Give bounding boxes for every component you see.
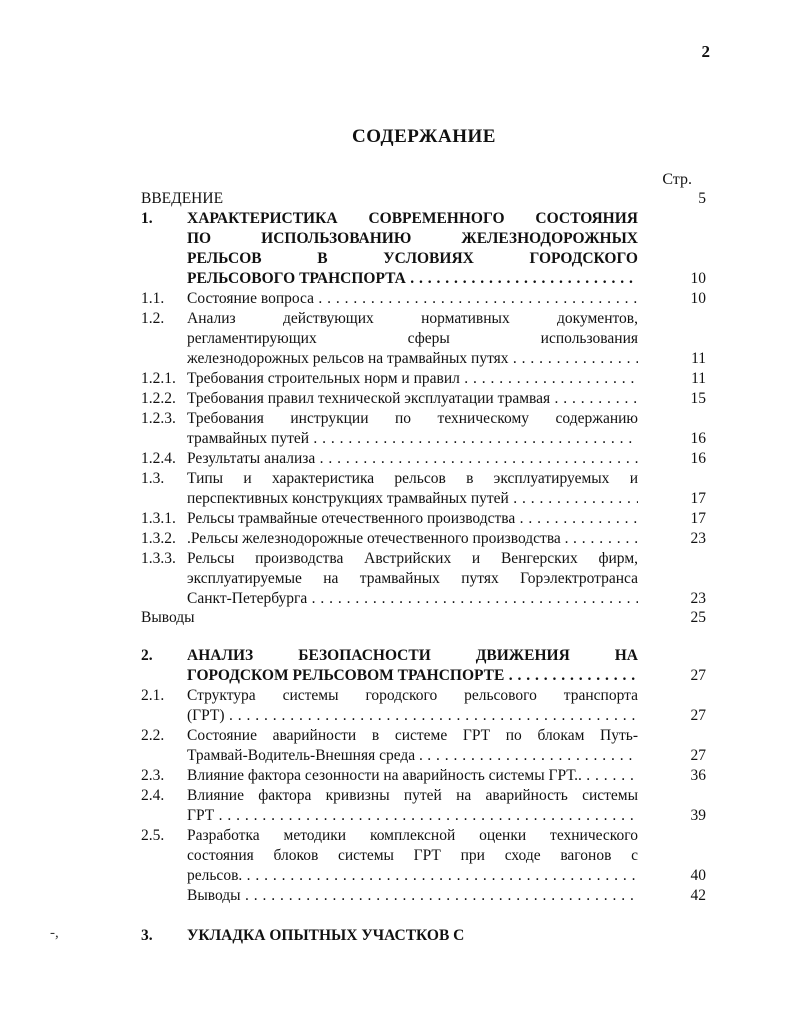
toc-line bbox=[0, 349, 793, 369]
toc-entry-text: регламентирующих сферы использования bbox=[187, 330, 638, 347]
toc-line bbox=[0, 389, 793, 409]
toc-line bbox=[0, 289, 793, 309]
toc-entry-text: Анализ действующих нормативных документов, bbox=[187, 310, 638, 327]
toc-page-number: 5 bbox=[698, 190, 706, 207]
toc-entry-text: Требования правил технической эксплуатации трамвая . . . bbox=[187, 389, 638, 409]
toc-entry-text: АНАЛИЗ БЕЗОПАСНОСТИ ДВИЖЕНИЯ НА bbox=[187, 647, 638, 664]
toc-entry bbox=[0, 309, 793, 369]
toc-entry-number: 2.3. bbox=[141, 767, 165, 784]
toc-line bbox=[0, 429, 793, 449]
toc-page-number: 25 bbox=[690, 609, 706, 626]
toc-entry bbox=[0, 926, 793, 946]
toc-entry-text: УКЛАДКА ОПЫТНЫХ УЧАСТКОВ С bbox=[187, 927, 465, 944]
toc-line bbox=[0, 589, 793, 609]
toc-entry bbox=[0, 529, 793, 549]
toc-page-number: 23 bbox=[690, 590, 706, 607]
toc-entry-text: (ГРТ) . . . bbox=[187, 706, 638, 726]
toc-entry-text: ВВЕДЕНИЕ bbox=[141, 190, 224, 207]
toc-entry-text: Трамвай-Водитель-Внешняя среда . . . . bbox=[187, 746, 638, 766]
toc-entry bbox=[0, 549, 793, 609]
toc-line bbox=[0, 608, 793, 628]
toc-entry bbox=[0, 369, 793, 389]
toc-page-number: 40 bbox=[690, 867, 706, 884]
toc-entry-text: Результаты анализа . . . bbox=[187, 449, 638, 469]
toc-entry-number: 1.2. bbox=[141, 310, 165, 327]
toc-entry-text: Рельсы трамвайные отечественного производства . . . bbox=[187, 509, 638, 529]
toc-entry-text: Влияние фактора сезонности на аварийность системы ГРТ.. . . . bbox=[187, 766, 638, 786]
toc-entry bbox=[0, 469, 793, 509]
toc-entry-text: РЕЛЬСОВ В УСЛОВИЯХ ГОРОДСКОГО bbox=[187, 250, 638, 267]
toc-line bbox=[0, 926, 793, 946]
toc-page-number: 27 bbox=[690, 747, 706, 764]
toc-entry-text: перспективных конструкциях трамвайных путей . . . bbox=[187, 489, 638, 509]
toc-entry bbox=[0, 646, 793, 686]
toc-entry-number: 1.2.1. bbox=[141, 370, 176, 387]
toc-entry-text: Выводы bbox=[141, 609, 195, 626]
toc-entry bbox=[0, 726, 793, 766]
toc-page-number: 15 bbox=[690, 390, 706, 407]
toc-entry-number: 3. bbox=[141, 927, 153, 944]
toc-entry bbox=[0, 766, 793, 786]
toc-line bbox=[0, 866, 793, 886]
toc-line bbox=[0, 269, 793, 289]
toc-page-number: 16 bbox=[690, 450, 706, 467]
toc-page-number: 27 bbox=[690, 707, 706, 724]
toc-line bbox=[0, 886, 793, 906]
toc-entry-text: Требования строительных норм и правил . . . bbox=[187, 369, 638, 389]
toc-entry-text: состояния блоков системы ГРТ при сходе вагонов с bbox=[187, 847, 638, 864]
toc-entry bbox=[0, 389, 793, 409]
toc-line bbox=[0, 529, 793, 549]
toc-line bbox=[0, 726, 793, 746]
toc-entry-number: 1.3.1. bbox=[141, 510, 176, 527]
toc-page-number: 16 bbox=[690, 430, 706, 447]
toc-entry-number: 1.2.2. bbox=[141, 390, 176, 407]
toc-line bbox=[0, 826, 793, 846]
toc-entry bbox=[0, 409, 793, 449]
toc-line bbox=[0, 746, 793, 766]
toc-entry-number: 2.1. bbox=[141, 687, 165, 704]
toc-entry-text: Влияние фактора кривизны путей на аварийность системы bbox=[187, 787, 638, 804]
toc-line bbox=[0, 249, 793, 269]
toc-page-number: 27 bbox=[690, 667, 706, 684]
toc-entry-text: железнодорожных рельсов на трамвайных путях . . . bbox=[187, 349, 638, 369]
toc-entry-text: Состояние вопроса . . . bbox=[187, 289, 638, 309]
toc-line bbox=[0, 666, 793, 686]
toc-line bbox=[0, 686, 793, 706]
toc-page-number: 11 bbox=[691, 350, 706, 367]
page-title: СОДЕРЖАНИЕ bbox=[352, 126, 496, 147]
toc-entry-text: Типы и характеристика рельсов в эксплуатируемых и bbox=[187, 470, 638, 487]
toc-entry bbox=[0, 826, 793, 886]
toc-entry bbox=[0, 509, 793, 529]
toc-entry-number: 1. bbox=[141, 210, 153, 227]
toc-entry bbox=[0, 608, 793, 628]
page-number: 2 bbox=[701, 42, 710, 61]
toc-entry bbox=[0, 189, 793, 209]
toc-entry bbox=[0, 209, 793, 289]
toc-line bbox=[0, 569, 793, 589]
toc-entry-number: 2.2. bbox=[141, 727, 165, 744]
toc-page-number: 23 bbox=[690, 530, 706, 547]
toc-entry bbox=[0, 686, 793, 726]
toc-entry-number: 2. bbox=[141, 647, 153, 664]
toc-line bbox=[0, 369, 793, 389]
toc-line bbox=[0, 806, 793, 826]
toc-entry-text: Санкт-Петербурга . . . bbox=[187, 589, 638, 609]
toc-entry-text: ГРТ . . . bbox=[187, 806, 638, 826]
toc-entry-text: .Рельсы железнодорожные отечественного производства . . . . bbox=[187, 529, 638, 549]
toc-line bbox=[0, 509, 793, 529]
toc-page-number: 17 bbox=[690, 490, 706, 507]
toc-entry-text: рельсов. . . . bbox=[187, 866, 638, 886]
toc-line bbox=[0, 229, 793, 249]
toc-entry-text: трамвайных путей . . . bbox=[187, 429, 638, 449]
toc-line bbox=[0, 549, 793, 569]
toc-line bbox=[0, 766, 793, 786]
toc-page-number: 10 bbox=[690, 270, 706, 287]
toc-line bbox=[0, 646, 793, 666]
toc-entry-text: Рельсы производства Австрийских и Венгерских фирм, bbox=[187, 550, 638, 567]
toc-entry-text: Выводы . . . bbox=[187, 886, 638, 906]
toc-line bbox=[0, 846, 793, 866]
toc-line bbox=[0, 706, 793, 726]
margin-mark: -, bbox=[50, 925, 59, 941]
toc-line bbox=[0, 209, 793, 229]
toc-entry-text: Состояние аварийности в системе ГРТ по блокам Путь- bbox=[187, 727, 638, 744]
toc-page-number: 39 bbox=[690, 807, 706, 824]
toc-entry-text: ПО ИСПОЛЬЗОВАНИЮ ЖЕЛЕЗНОДОРОЖНЫХ bbox=[187, 230, 638, 247]
toc-line bbox=[0, 489, 793, 509]
toc-entry-number: 2.5. bbox=[141, 827, 165, 844]
toc-entry-number: 1.2.4. bbox=[141, 450, 176, 467]
toc-entry-number: 1.1. bbox=[141, 290, 165, 307]
toc-entry-text: Структура системы городского рельсового транспорта bbox=[187, 687, 638, 704]
page-column-label: Стр. bbox=[662, 171, 692, 188]
toc-entry bbox=[0, 289, 793, 309]
toc-line bbox=[0, 786, 793, 806]
toc-entry bbox=[0, 449, 793, 469]
toc-entry-number: 1.3.3. bbox=[141, 550, 176, 567]
toc-entry-text: ГОРОДСКОМ РЕЛЬСОВОМ ТРАНСПОРТЕ . . . bbox=[187, 666, 638, 686]
toc-page-number: 17 bbox=[690, 510, 706, 527]
toc-entry-text: Разработка методики комплексной оценки технического bbox=[187, 827, 638, 844]
toc-page-number: 10 bbox=[690, 290, 706, 307]
toc-page-number: 36 bbox=[690, 767, 706, 784]
toc-entry bbox=[0, 886, 793, 906]
toc-page-number: 42 bbox=[690, 887, 706, 904]
toc-line bbox=[0, 449, 793, 469]
toc-entry-text: эксплуатируемые на трамвайных путях Горэлектротранса bbox=[187, 570, 638, 587]
toc-page-number: 11 bbox=[691, 370, 706, 387]
toc-entry-number: 1.2.3. bbox=[141, 410, 176, 427]
toc-line bbox=[0, 189, 793, 209]
toc-line bbox=[0, 469, 793, 489]
toc-entry-number: 2.4. bbox=[141, 787, 165, 804]
toc-entry-number: 1.3. bbox=[141, 470, 165, 487]
toc-entry-text: ХАРАКТЕРИСТИКА СОВРЕМЕННОГО СОСТОЯНИЯ bbox=[187, 210, 638, 227]
toc-line bbox=[0, 409, 793, 429]
toc-entry bbox=[0, 786, 793, 826]
toc-entry-text: Требования инструкции по техническому содержанию bbox=[187, 410, 638, 427]
toc-entry-text: РЕЛЬСОВОГО ТРАНСПОРТА . . . bbox=[187, 269, 638, 289]
toc-entry-number: 1.3.2. bbox=[141, 530, 176, 547]
toc-line bbox=[0, 329, 793, 349]
toc-line bbox=[0, 309, 793, 329]
